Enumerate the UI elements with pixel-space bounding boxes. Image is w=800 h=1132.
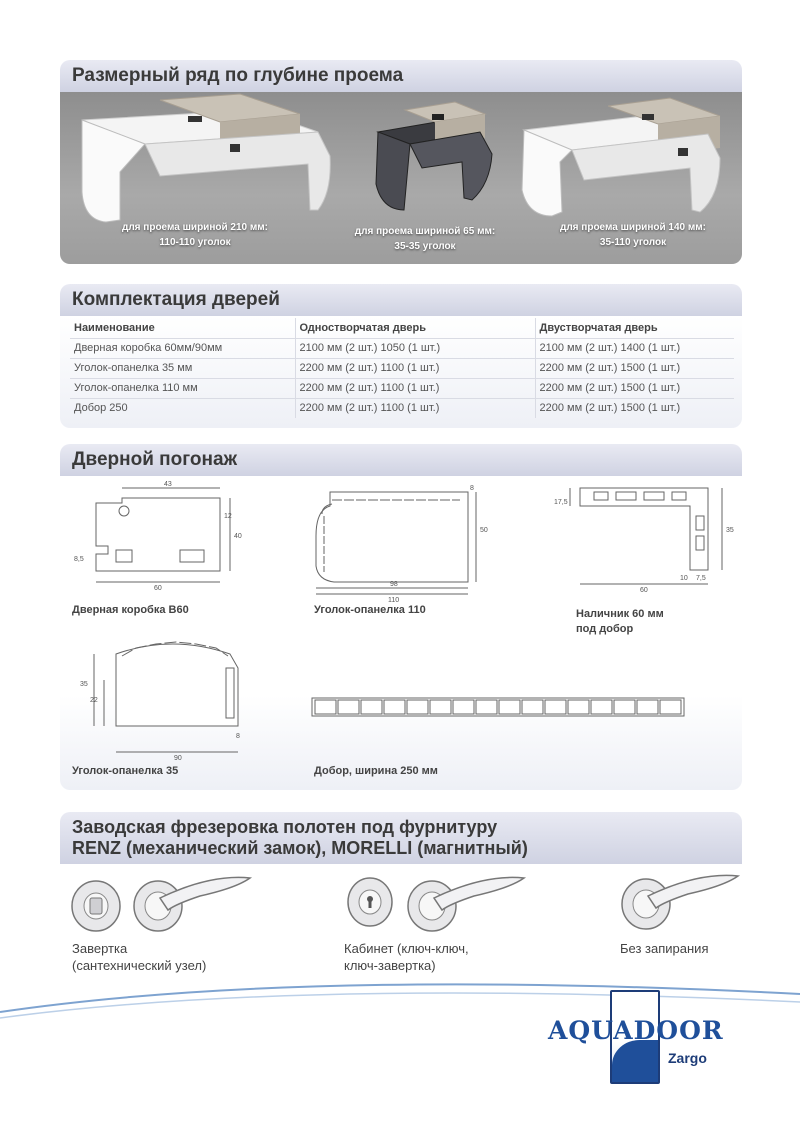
thumbturn-label	[72, 940, 206, 974]
brand-name-part1: AQUA	[548, 1016, 634, 1045]
table-cell: 2200 мм (2 шт.) 1100 (1 шт.)	[295, 398, 535, 418]
dim-label: 35	[726, 527, 734, 534]
profile-210-caption	[100, 220, 290, 250]
corner-110-drawing	[316, 485, 488, 604]
dim-label: 110	[388, 597, 400, 604]
table-cell: Дверная коробка 60мм/90мм	[70, 338, 295, 358]
profile-140-illustration	[522, 98, 720, 216]
table-cell: 2100 мм (2 шт.) 1400 (1 шт.)	[535, 338, 734, 358]
lever-handle-icon	[408, 877, 524, 931]
dim-label: 17,5	[554, 499, 568, 506]
profile-210-illustration	[82, 94, 330, 222]
profile-140-caption-line2: 35-110 уголок	[599, 237, 667, 248]
profile-210-caption-line2: 110-110 уголок	[159, 237, 231, 248]
thumbturn-label-line1: Завертка	[72, 941, 128, 956]
table-cell: Уголок-опанелка 110 мм	[70, 378, 295, 398]
table-row	[70, 358, 734, 378]
profile-65-illustration	[376, 102, 492, 210]
door-kit-title: Комплектация дверей	[60, 284, 742, 316]
profile-65-caption	[340, 224, 510, 254]
extension-250-label: Добор, ширина 250 мм	[314, 765, 438, 777]
dim-label: 7,5	[696, 575, 706, 582]
profile-140-caption-line1: для проема шириной 140 мм:	[559, 222, 706, 233]
table-cell: Уголок-опанелка 35 мм	[70, 358, 295, 378]
cabinet-label-line2: ключ-завертка)	[344, 958, 436, 973]
table-cell: 2200 мм (2 шт.) 1100 (1 шт.)	[295, 378, 535, 398]
depth-range-title: Размерный ряд по глубине проема	[60, 60, 742, 92]
profile-210-caption-line1: для проема шириной 210 мм:	[121, 222, 268, 233]
no-lock-label	[620, 940, 708, 957]
dim-label: 43	[164, 481, 172, 488]
dim-label: 22	[90, 697, 98, 704]
thumbturn-rosette-icon	[72, 881, 120, 931]
no-lock-label-line1: Без запирания	[620, 941, 709, 956]
extension-250-drawing	[312, 698, 684, 716]
table-cell: 2100 мм (2 шт.) 1050 (1 шт.)	[295, 338, 535, 358]
dim-label: 90	[174, 755, 182, 762]
table-cell: 2200 мм (2 шт.) 1500 (1 шт.)	[535, 378, 734, 398]
casing-60-label-line1: Наличник 60 мм	[576, 608, 664, 620]
cabinet-label-line1: Кабинет (ключ-ключ,	[344, 941, 469, 956]
dim-label: 8	[470, 485, 474, 492]
brand-logo	[548, 990, 738, 1086]
corner-110-label: Уголок-опанелка 110	[314, 604, 426, 616]
lever-handle-icon	[622, 875, 738, 929]
table-cell: 2200 мм (2 шт.) 1100 (1 шт.)	[295, 358, 535, 378]
column-header-single: Одностворчатая дверь	[295, 318, 535, 338]
table-header-row	[70, 318, 734, 338]
corner-35-label: Уголок-опанелка 35	[72, 765, 179, 777]
table-cell: Добор 250	[70, 398, 295, 418]
casing-60-drawing	[554, 488, 734, 594]
casing-60-label-line2: под добор	[576, 623, 634, 635]
column-header-double: Двустворчатая дверь	[535, 318, 734, 338]
dim-label: 10	[680, 575, 688, 582]
hardware-title-line1: Заводская фрезеровка полотен под фурнитуру	[72, 817, 498, 837]
molding-title: Дверной погонаж	[60, 444, 742, 476]
table-row	[70, 398, 734, 418]
table-cell: 2200 мм (2 шт.) 1500 (1 шт.)	[535, 398, 734, 418]
dim-label: 35	[80, 681, 88, 688]
molding-panel	[60, 476, 742, 790]
door-kit-panel	[60, 316, 742, 428]
profile-65-caption-line1: для проема шириной 65 мм:	[354, 226, 496, 237]
thumbturn-label-line2: (сантехнический узел)	[72, 958, 207, 973]
door-kit-table	[70, 318, 734, 418]
dim-label: 40	[234, 533, 242, 540]
table-cell: 2200 мм (2 шт.) 1500 (1 шт.)	[535, 358, 734, 378]
keyhole-rosette-icon	[348, 878, 392, 926]
hardware-title-line2: RENZ (механический замок), MORELLI (магнитный)	[72, 838, 528, 858]
dim-label: 98	[390, 581, 398, 588]
brand-name-part2: DOOR	[633, 1016, 724, 1045]
dim-label: 8,5	[74, 556, 84, 563]
table-row	[70, 338, 734, 358]
dim-label: 50	[480, 527, 488, 534]
dim-label: 12	[224, 513, 232, 520]
column-header-name: Наименование	[74, 321, 155, 334]
door-frame-label: Дверная коробка В60	[72, 604, 189, 616]
dim-label: 8	[236, 733, 240, 740]
dim-label: 60	[640, 587, 648, 594]
brand-name	[548, 1016, 724, 1045]
door-frame-drawing	[74, 481, 242, 592]
corner-35-drawing	[80, 642, 240, 762]
casing-60-label	[576, 607, 664, 637]
brand-subname: Zargo	[668, 1050, 707, 1066]
hardware-title	[60, 812, 742, 864]
profile-65-caption-line2: 35-35 уголок	[394, 241, 456, 252]
cabinet-label	[344, 940, 469, 974]
table-row	[70, 378, 734, 398]
dim-label: 60	[154, 585, 162, 592]
depth-range-panel	[60, 92, 742, 264]
lever-handle-icon	[134, 877, 250, 931]
profile-140-caption	[538, 220, 728, 250]
